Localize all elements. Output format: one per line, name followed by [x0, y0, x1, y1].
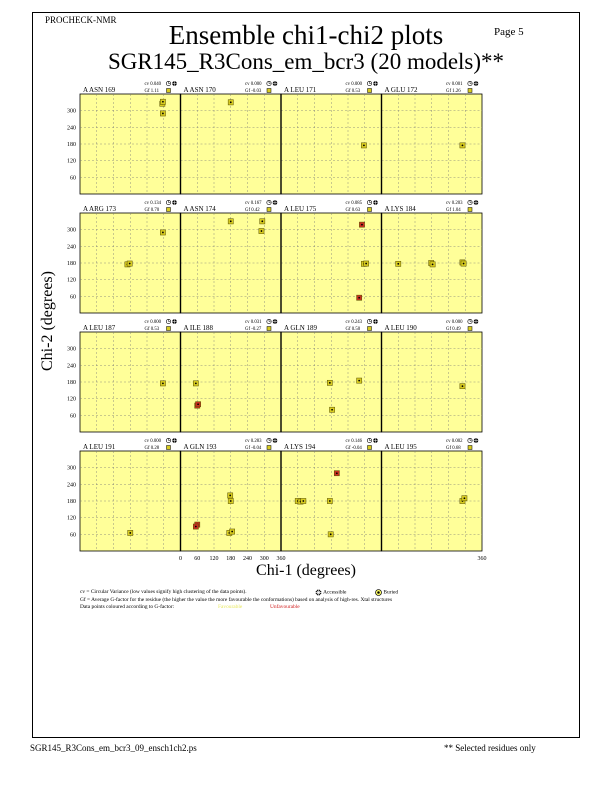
- x-tick-label: 300: [259, 556, 269, 562]
- y-tick-label: 240: [67, 482, 76, 489]
- gf-colour-swatch: [167, 208, 171, 212]
- panel: [281, 438, 382, 551]
- data-point-centre: [329, 500, 331, 502]
- panel: [382, 200, 483, 313]
- y-tick-label: 60: [70, 175, 76, 182]
- y-tick-label: 300: [67, 346, 76, 353]
- panel-residue-label: A LEU 191: [83, 443, 116, 451]
- data-point-centre: [129, 263, 131, 265]
- gf-colour-swatch: [167, 446, 171, 450]
- panel-residue-label: A LEU 187: [83, 324, 116, 332]
- data-point-centre: [432, 263, 434, 265]
- panel-cv-label: cv 0.283: [245, 439, 262, 444]
- x-tick-label: 240: [243, 556, 252, 562]
- panel: [67, 200, 181, 313]
- panel-residue-label: A GLU 172: [384, 86, 418, 94]
- data-point-centre: [261, 220, 263, 222]
- panel: [382, 81, 483, 194]
- x-tick-label: 60: [194, 556, 201, 562]
- panel-gf-label: Gf -0.27: [245, 327, 262, 332]
- cv-clock-icon: [468, 319, 472, 323]
- page-number: Page 5: [494, 26, 524, 38]
- panel: [67, 319, 181, 432]
- legend-colour-text: Data points coloured according to G-factor:: [80, 604, 175, 611]
- accessible-icon: [373, 438, 378, 443]
- data-point-centre: [195, 526, 197, 528]
- accessible-icon: [172, 319, 177, 324]
- accessible-icon: [315, 589, 322, 596]
- panel-gf-label: Gf 0.53: [345, 89, 361, 94]
- data-point-centre: [162, 113, 164, 115]
- accessible-icon: [474, 438, 479, 443]
- panel-gf-label: Gf 0.70: [144, 208, 160, 213]
- panel-residue-label: A LEU 190: [384, 324, 417, 332]
- accessible-icon: [172, 81, 177, 86]
- panel: [179, 438, 286, 562]
- panel-gf-label: Gf 0.53: [144, 327, 160, 332]
- gf-colour-swatch: [468, 89, 472, 93]
- panel-cv-label: cv 0.031: [245, 320, 262, 325]
- panel-gf-label: Gf 1.04: [446, 208, 461, 213]
- panel-residue-label: A LEU 175: [284, 205, 317, 213]
- data-point-centre: [329, 382, 331, 384]
- legend-accessible-label: Accessible: [323, 589, 347, 596]
- panel: [181, 81, 282, 194]
- gf-colour-swatch: [267, 327, 271, 331]
- accessible-icon: [273, 200, 278, 205]
- data-point-centre: [463, 263, 465, 265]
- accessible-icon: [474, 319, 479, 324]
- accessible-icon: [273, 81, 278, 86]
- buried-icon: [375, 589, 382, 596]
- panel-cv-label: cv 0.085: [345, 201, 363, 206]
- panel-cv-label: cv 0.134: [144, 201, 162, 206]
- gf-colour-swatch: [368, 446, 372, 450]
- y-tick-label: 300: [67, 108, 76, 115]
- panel-residue-label: A LEU 195: [384, 443, 417, 451]
- legend-cv-text: cv = Circular Variance (low values signify high clustering of the data points).: [80, 589, 247, 595]
- gf-colour-swatch: [368, 208, 372, 212]
- data-point-centre: [365, 263, 367, 265]
- y-tick-label: 180: [67, 261, 76, 267]
- panel: [67, 438, 181, 551]
- legend: [80, 589, 399, 612]
- y-tick-label: 180: [67, 142, 76, 148]
- gf-colour-swatch: [468, 208, 472, 212]
- cv-clock-icon: [166, 319, 170, 323]
- panel-residue-label: A LYS 184: [384, 205, 416, 213]
- panel-residue-label: A ASN 174: [183, 205, 216, 213]
- data-point-centre: [358, 297, 360, 299]
- accessible-icon: [373, 200, 378, 205]
- panel-gf-label: Gf 0.28: [144, 446, 160, 451]
- panel-gf-label: Gf 0.42: [245, 208, 260, 213]
- accessible-icon: [172, 200, 177, 205]
- gf-colour-swatch: [468, 446, 472, 450]
- panel-gf-label: Gf -0.04: [345, 446, 362, 451]
- gf-colour-swatch: [267, 89, 271, 93]
- data-point-centre: [261, 230, 263, 232]
- accessible-icon: [373, 81, 378, 86]
- data-point-centre: [195, 382, 197, 384]
- data-point-centre: [397, 263, 399, 265]
- footer-filename: SGR145_R3Cons_em_bcr3_09_ensch1ch2.ps: [30, 743, 197, 753]
- page-subtitle: SGR145_R3Cons_em_bcr3 (20 models)**: [107, 49, 505, 74]
- data-point-centre: [162, 382, 164, 384]
- page-title: Ensemble chi1-chi2 plots: [168, 20, 444, 50]
- panel: [181, 319, 282, 432]
- gf-colour-swatch: [267, 446, 271, 450]
- panel: [281, 81, 382, 194]
- panel-residue-label: A ASN 169: [83, 86, 116, 94]
- cv-clock-icon: [367, 319, 371, 323]
- panel-cv-label: cv 0.243: [345, 320, 363, 325]
- panel-residue-label: A GLN 193: [183, 443, 217, 451]
- panel-cv-label: cv 0.001: [446, 82, 463, 87]
- panel-cv-label: cv 0.040: [144, 82, 162, 87]
- gf-colour-swatch: [368, 89, 372, 93]
- y-tick-label: 240: [67, 125, 76, 132]
- panel-cv-label: cv 0.002: [446, 439, 463, 444]
- panel-gf-label: Gf -0.03: [245, 89, 262, 94]
- panel-residue-label: A LEU 171: [284, 86, 317, 94]
- data-point-centre: [230, 500, 232, 502]
- accessible-icon: [273, 319, 278, 324]
- cv-clock-icon: [468, 81, 472, 85]
- data-point-centre: [462, 385, 464, 387]
- panel-residue-label: A ILE 188: [183, 324, 214, 332]
- legend-gf-text: Gf = Average G-factor for the residue (the higher the value the more favourable the conformations) based on analysis of high-res. Xtal structures: [80, 596, 393, 603]
- y-tick-label: 60: [70, 532, 76, 539]
- panel-gf-label: Gf 1.26: [446, 89, 461, 94]
- panel-gf-label: Gf 0.50: [345, 327, 361, 332]
- panel-cv-label: cv 0.000: [245, 82, 262, 87]
- panel: [181, 200, 282, 313]
- data-point-centre: [462, 144, 464, 146]
- legend-favourable: Favourable: [218, 604, 243, 611]
- panel-cv-label: cv 0.000: [144, 320, 162, 325]
- data-point-centre: [162, 101, 164, 103]
- data-point-centre: [330, 533, 332, 535]
- accessible-icon: [172, 438, 177, 443]
- data-point-centre: [302, 500, 304, 502]
- panel-residue-label: A ARG 173: [83, 205, 117, 213]
- cv-clock-icon: [468, 200, 472, 204]
- program-label: PROCHECK-NMR: [45, 15, 117, 25]
- accessible-icon: [474, 200, 479, 205]
- y-tick-label: 120: [67, 515, 76, 522]
- panel-gf-label: Gf -0.04: [245, 446, 262, 451]
- cv-clock-icon: [367, 81, 371, 85]
- data-point-centre: [129, 532, 131, 534]
- y-tick-label: 60: [70, 294, 76, 301]
- footer-note: ** Selected residues only: [444, 743, 536, 753]
- panel-gf-label: Gf 1.11: [144, 89, 159, 94]
- panel-residue-label: A LYS 194: [284, 443, 316, 451]
- data-point-centre: [197, 403, 199, 405]
- y-tick-label: 240: [67, 363, 76, 370]
- gf-colour-swatch: [468, 327, 472, 331]
- data-point-centre: [336, 472, 338, 474]
- data-point-centre: [331, 409, 333, 411]
- data-point-centre: [162, 232, 164, 234]
- x-tick-label: 0: [179, 556, 182, 562]
- cv-clock-icon: [166, 200, 170, 204]
- panel-cv-label: cv 0.000: [144, 439, 162, 444]
- panel-cv-label: cv 0.000: [446, 320, 463, 325]
- cv-clock-icon: [367, 200, 371, 204]
- panel-cv-label: cv 0.203: [446, 201, 463, 206]
- cv-clock-icon: [267, 319, 271, 323]
- panel-cv-label: cv 0.167: [245, 201, 262, 206]
- data-point-centre: [363, 144, 365, 146]
- y-tick-label: 180: [67, 499, 76, 505]
- data-point-centre: [230, 220, 232, 222]
- accessible-icon: [474, 81, 479, 86]
- x-tick-label: 360: [276, 556, 286, 562]
- panel-cv-label: cv 0.146: [345, 439, 363, 444]
- cv-clock-icon: [468, 438, 472, 442]
- panel-cv-label: cv 0.000: [345, 82, 363, 87]
- data-point-centre: [358, 380, 360, 382]
- accessible-icon: [373, 319, 378, 324]
- panel: [281, 200, 382, 313]
- accessible-icon: [273, 438, 278, 443]
- panel: [382, 319, 483, 432]
- x-tick-label: 180: [226, 556, 236, 562]
- gf-colour-swatch: [368, 327, 372, 331]
- y-tick-label: 300: [67, 227, 76, 234]
- y-tick-label: 120: [67, 158, 76, 165]
- panel-gf-label: Gf 0.49: [446, 327, 461, 332]
- legend-unfavourable: Unfavourable: [270, 604, 300, 611]
- y-tick-label: 240: [67, 244, 76, 251]
- cv-clock-icon: [267, 438, 271, 442]
- x-tick-label: 120: [209, 556, 219, 562]
- panel-residue-label: A GLN 189: [284, 324, 318, 332]
- panel: [67, 81, 181, 194]
- y-tick-label: 120: [67, 396, 76, 403]
- legend-buried-label: Buried: [383, 589, 399, 596]
- x-axis-label: Chi-1 (degrees): [256, 562, 356, 579]
- gf-colour-swatch: [167, 327, 171, 331]
- legend-row-colour: [80, 604, 392, 612]
- cv-clock-icon: [267, 81, 271, 85]
- cv-clock-icon: [267, 200, 271, 204]
- panel-residue-label: A ASN 170: [183, 86, 216, 94]
- y-axis-label: Chi-2 (degrees): [39, 271, 56, 371]
- gf-colour-swatch: [267, 208, 271, 212]
- panel-gf-label: Gf 0.68: [446, 446, 461, 451]
- x-tick-label: 360: [477, 556, 487, 562]
- cv-clock-icon: [166, 81, 170, 85]
- data-point-centre: [229, 495, 231, 497]
- gf-colour-swatch: [167, 89, 171, 93]
- y-tick-label: 300: [67, 465, 76, 472]
- panel-gf-label: Gf 0.63: [345, 208, 361, 213]
- panel: [382, 438, 487, 562]
- panel: [281, 319, 382, 432]
- data-point-centre: [230, 101, 232, 103]
- data-point-centre: [361, 224, 363, 226]
- data-point-centre: [231, 531, 233, 533]
- y-tick-label: 120: [67, 277, 76, 284]
- cv-clock-icon: [367, 438, 371, 442]
- data-point-centre: [464, 497, 466, 499]
- y-tick-label: 180: [67, 380, 76, 386]
- y-tick-label: 60: [70, 413, 76, 420]
- cv-clock-icon: [166, 438, 170, 442]
- legend-row-cv: [80, 589, 399, 597]
